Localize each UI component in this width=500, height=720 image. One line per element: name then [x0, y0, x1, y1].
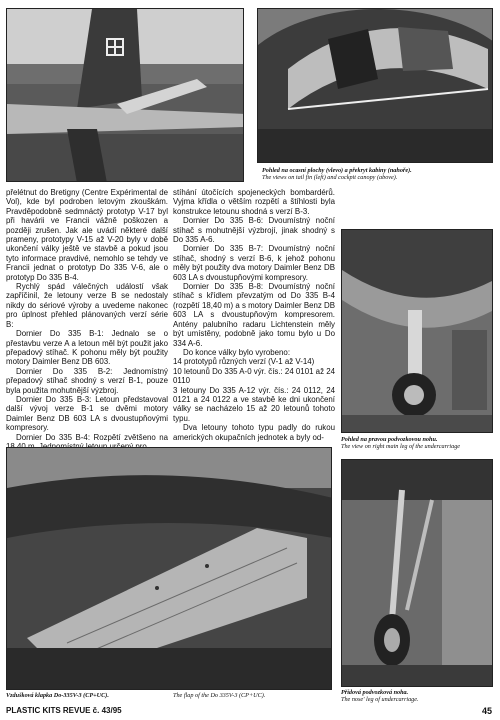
paragraph: Rychlý spád válečných událostí však zapříčinil, že letouny verze B se nedostaly nikdy do sériové výroby a uvedeme nakonec pro úplnost přehled plánovaných verzí série B: — [6, 282, 168, 329]
caption-flap-en: The flap of the Do 335V-3 (CP+UC). — [173, 692, 266, 699]
paragraph: Dva letouny tohoto typu padly do rukou amerických okupačních jednotek a byly od- — [173, 423, 335, 442]
paragraph: Dornier Do 335 B-8: Dvoumístný noční stíhač s křídlem převzatým od Do 335 B-4 (rozpětí 18,40 m) a s motory Daimler Benz DB 603 LA s dvoustupňovým kompresorem. Antény palubního radaru Lichtenstein měly být umístěny, podobně jako tomu bylo u Do 334 A-6. — [173, 282, 335, 348]
paragraph: 14 prototypů různých verzí (V-1 až V-14) — [173, 357, 315, 367]
caption-nose-leg: Přídová podvozková noha. The nose' leg of undercarriage. — [341, 689, 419, 704]
photo-main-undercarriage — [341, 229, 493, 433]
page-number: 45 — [481, 706, 492, 716]
footer-magazine: PLASTIC KITS REVUE č. 43/95 — [6, 706, 122, 715]
paragraph: přelétnut do Bretigny (Centre Expérimental de Vol), kde byl podroben letovým zkouškám. Pravděpodobně sedmnáctý prototyp V-17 byl při havárii ve Francii vážně poškozen a později zrušen. Jak ale uvádí některé další prameny, prototypy V-15 až V-20 byly v době ukončení války ještě ve stavbě a pokud jsou tyto informace pravdivé, nemohlo se tehdy ve Francii jednat o prototyp Do 335 V-6, ale o prototyp Do 335 B-4. — [6, 188, 168, 282]
paragraph: stíhání útočících spojeneckých bombardérů. Vyjma křídla o větším rozpětí a štíhlosti byla konstrukce letounu shodná s verzí B-3. — [173, 188, 335, 216]
photo-tail-fin — [6, 8, 244, 182]
paragraph: Do konce války bylo vyrobeno: — [183, 347, 291, 357]
caption-main-leg: Pohled na pravou podvozkovou nohu. The view on right main leg of the undercarriage — [341, 436, 461, 451]
paragraph: Dornier Do 335 B-6: Dvoumístný noční stíhač s mohutnější výzbrojí, jinak shodný s Do 335 A-6. — [173, 216, 335, 245]
article-middle-column — [173, 188, 335, 442]
paragraph: Dornier Do 335 B-4: Rozpětí zvětšeno na — [16, 432, 168, 442]
caption-tail-canopy: Pohled na ocasní plochy (vlevo) a překryt kabiny (nahoře). The views on tail fin (left) and cockpit canopy (above). — [262, 167, 412, 182]
photo-nose-leg — [341, 459, 493, 687]
photo-cockpit-canopy — [257, 8, 493, 163]
article-left-column — [6, 188, 168, 451]
paragraph: 3 letouny Do 335 A-12 výr. čís.: 24 0112, 24 0121 a 24 0122 a ve stavbě ke dni ukončení války se nacházelo 15 až 20 letounů tohoto typu. — [173, 385, 335, 423]
photo-flap — [6, 447, 332, 690]
caption-flap-cz: Vzdušková klapka Do-335V-3 (CP+UC). — [6, 692, 109, 699]
paragraph: Dornier Do 335 B-3: Letoun představoval další vývoj verze B-1 se dvěmi motory Daimler Benz DB 603 LA s dvoustupňovými kompresory. — [6, 394, 168, 433]
paragraph: 10 letounů Do 335 A-0 výr. čís.: 24 0101 až 24 0110 — [173, 366, 335, 386]
paragraph: Dornier Do 335 B-2: Jednomístný přepadový stíhač shodný s verzí B-1, pouze byla použita mohutnější výzbroj. — [6, 366, 168, 395]
paragraph: Dornier Do 335 B-7: Dvoumístný noční stíhač, shodný s verzí B-6, k jehož pohonu měly být použity dva motory Daimler Benz DB 603 LA s dvoustupňovými kompresory. — [173, 244, 335, 282]
paragraph: Dornier Do 335 B-1: Jednalo se o přestavbu verze A a letoun měl být použit jako přepadový stíhač. K pohonu měly být použity motory Daimler Benz DB 603. — [6, 329, 168, 367]
